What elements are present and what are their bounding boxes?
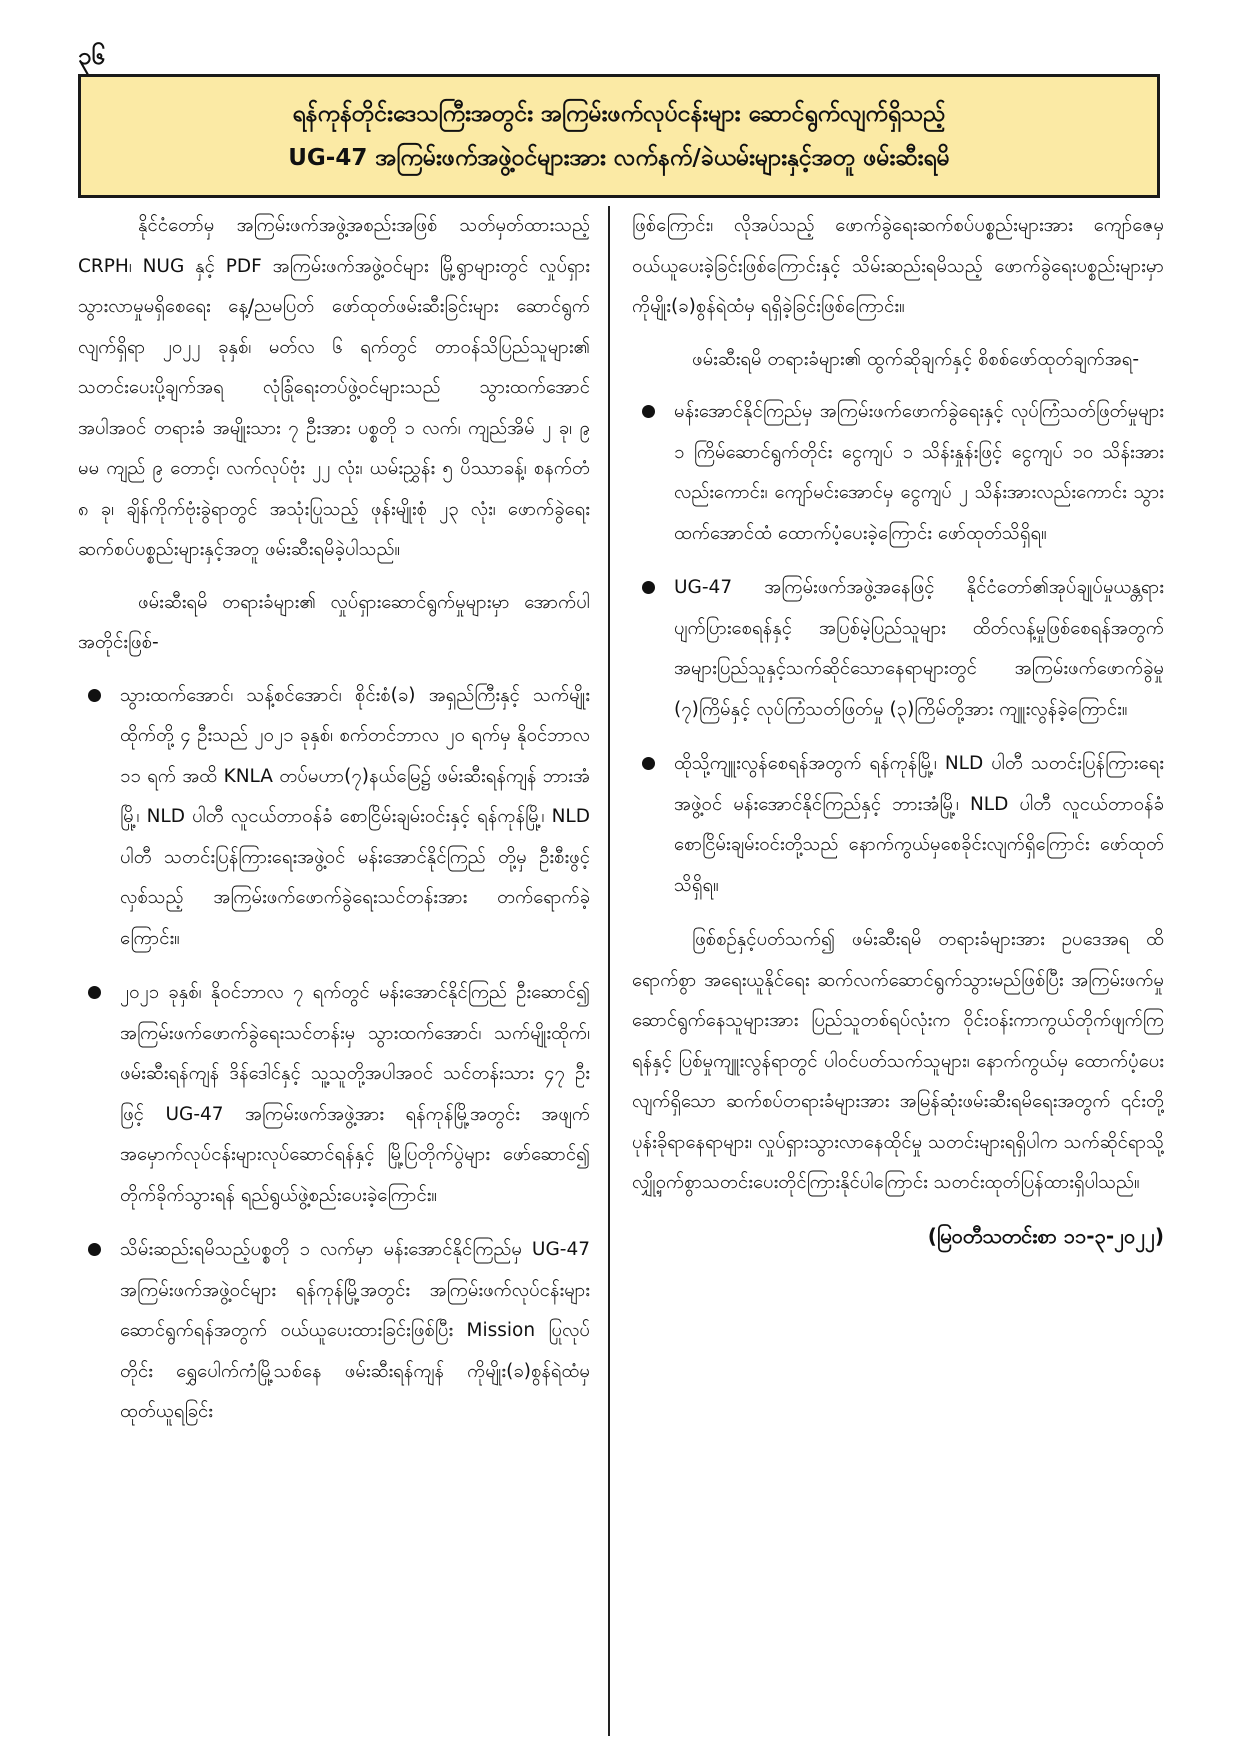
list-item-text: သွားထက်အောင်၊ သန့်စင်အောင်၊ စိုင်းစံ(ခ) အရှည်ကြီးနှင့် သက်မျိုးထိုက်တို့ ၄ ဦးသည် ၂၀၂၁ ခုနှစ်၊ စက်တင်ဘာလ ၂၀ ရက်မှ နိုဝင်ဘာလ ၁၁ ရက် အထိ KNLA တပ်မဟာ(၇)နယ်မြေ၌ ဖမ်းဆီးရန်ကျန် ဘားအံမြို့၊ NLD ပါတီ လူငယ်တာဝန်ခံ စောငြိမ်းချမ်းဝင်းနှင့် ရန်ကုန်မြို့၊ NLD ပါတီ သတင်းပြန်ကြားရေးအဖွဲ့ဝင် မန်းအောင်နိုင်ကြည် တို့မှ ဦးစီးဖွင့်လှစ်သည့် အကြမ်းဖက်ဖောက်ခွဲရေးသင်တန်းအား တက်ရောက်ခဲ့ကြောင်း။ <box>120 684 590 949</box>
list-item <box>632 744 1164 906</box>
list-item-text: ၂၀၂၁ ခုနှစ်၊ နိုဝင်ဘာလ ၇ ရက်တွင် မန်းအောင်နိုင်ကြည် ဦးဆောင်၍ အကြမ်းဖက်ဖောက်ခွဲရေးသင်တန်းမှ သွားထက်အောင်၊ သက်မျိုးထိုက်၊ ဖမ်းဆီးရန်ကျန် ဒိန်ဒေါင်နှင့် သူ့သူတို့အပါအဝင် သင်တန်းသား ၄၇ ဦးဖြင့် UG-47 အကြမ်းဖက်အဖွဲ့အား ရန်ကုန်မြို့အတွင်း အဖျက်အမှောက်လုပ်ငန်းများလုပ်ဆောင်ရန်နှင့် မြို့ပြတိုက်ပွဲများ ဖော်ဆောင်၍ တိုက်ခိုက်သွားရန် ရည်ရွယ်ဖွဲ့စည်းပေးခဲ့ကြောင်း။ <box>120 982 590 1206</box>
page-number: ၃၆ <box>78 42 105 70</box>
list-item <box>78 973 590 1216</box>
left-column <box>78 206 610 1736</box>
bullet-icon <box>642 757 655 770</box>
headline-box <box>78 74 1160 198</box>
findings-list <box>632 392 1164 906</box>
list-item-text: ထိုသို့ကျူးလွန်စေရန်အတွက် ရန်ကုန်မြို့၊ NLD ပါတီ သတင်းပြန်ကြားရေးအဖွဲ့ဝင် မန်းအောင်နိုင်ကြည်နှင့် ဘားအံမြို့၊ NLD ပါတီ လူငယ်တာဝန်ခံ စောငြိမ်းချမ်းဝင်းတို့သည် နောက်ကွယ်မှစေခိုင်းလျက်ရှိကြောင်း ဖော်ထုတ်သိရှိရ။ <box>674 753 1164 896</box>
list-item-text: သိမ်းဆည်းရမိသည့်ပစ္စတို ၁ လက်မှာ မန်းအောင်နိုင်ကြည်မှ UG-47 အကြမ်းဖက်အဖွဲ့ဝင်များ ရန်ကုန်မြို့အတွင်း အကြမ်းဖက်လုပ်ငန်းများဆောင်ရွက်ရန်အတွက် ဝယ်ယူပေးထားခြင်းဖြစ်ပြီး Mission ပြုလုပ်တိုင်း ရွှေပေါက်ကံမြို့သစ်နေ ဖမ်းဆီးရန်ကျန် ကိုမျိုး(ခ)စွန်ရဲထံမှ ထုတ်ယူရခြင်း <box>120 1239 590 1422</box>
list-item <box>78 676 590 960</box>
intro-paragraph: နိုင်ငံတော်မှ အကြမ်းဖက်အဖွဲ့အစည်းအဖြစ် သတ်မှတ်ထားသည့် CRPH၊ NUG နှင့် PDF အကြမ်းဖက်အဖွဲ့ဝင်များ မြို့ရွာများတွင် လှုပ်ရှားသွားလာမှုမရှိစေရေး နေ့/ညမပြတ် ဖော်ထုတ်ဖမ်းဆီးခြင်းများ ဆောင်ရွက်လျက်ရှိရာ ၂၀၂၂ ခုနှစ်၊ မတ်လ ၆ ရက်တွင် တာဝန်သိပြည်သူများ၏ သတင်းပေးပို့ချက်အရ လုံခြုံရေးတပ်ဖွဲ့ဝင်များသည် သွားထက်အောင်အပါအဝင် တရားခံ အမျိုးသား ၇ ဦးအား ပစ္စတို ၁ လက်၊ ကျည်အိမ် ၂ ခု၊ ၉ မမ ကျည် ၉ တောင့်၊ လက်လုပ်ဗုံး ၂၂ လုံး၊ ယမ်းညွှန်း ၅ ပိဿာခန့်၊ စနက်တံ ၈ ခု၊ ချိန်ကိုက်ဗုံးခွဲရာတွင် အသုံးပြုသည့် ဖုန်းမျိုးစုံ ၂၃ လုံး၊ ဖောက်ခွဲရေးဆက်စပ်ပစ္စည်းများနှင့်အတူ ဖမ်းဆီးရမိခဲ့ပါသည်။ <box>78 215 590 560</box>
bullet-icon <box>88 1243 101 1256</box>
activities-list <box>78 676 590 1433</box>
bullet-icon <box>88 689 101 702</box>
headline-line-1: ရန်ကုန်တိုင်းဒေသကြီးအတွင်း အကြမ်းဖက်လုပ်ငန်းများ ဆောင်ရွက်လျက်ရှိသည့် <box>292 101 946 127</box>
closing-paragraph: ဖြစ်စဉ်နှင့်ပတ်သက်၍ ဖမ်းဆီးရမိ တရားခံများအား ဥပဒေအရ ထိရောက်စွာ အရေးယူနိုင်ရေး ဆက်လက်ဆောင်ရွက်သွားမည်ဖြစ်ပြီး အကြမ်းဖက်မှုဆောင်ရွက်နေသူများအား ပြည်သူတစ်ရပ်လုံးက ဝိုင်းဝန်းကာကွယ်တိုက်ဖျက်ကြရန်နှင့် ပြစ်မှုကျူးလွန်ရာတွင် ပါဝင်ပတ်သက်သူများ၊ နောက်ကွယ်မှ ထောက်ပံ့ပေးလျက်ရှိသော ဆက်စပ်တရားခံများအား အမြန်ဆုံးဖမ်းဆီးရမိရေးအတွက် ၎င်းတို့ပုန်းခိုရာနေရာများ၊ လှုပ်ရှားသွားလာနေထိုင်မှု သတင်းများရရှိပါက သက်ဆိုင်ရာသို့ လျှို့ဝှက်စွာသတင်းပေးတိုင်ကြားနိုင်ပါကြောင်း သတင်းထုတ်ပြန်ထားရှိပါသည်။ <box>632 929 1164 1193</box>
list-item-text: မန်းအောင်နိုင်ကြည်မှ အကြမ်းဖက်ဖောက်ခွဲရေးနှင့် လုပ်ကြံသတ်ဖြတ်မှုများ ၁ ကြိမ်ဆောင်ရွက်တိုင်း ငွေကျပ် ၁ သိန်းနှုန်းဖြင့် ငွေကျပ် ၁၀ သိန်းအားလည်းကောင်း၊ ကျော်မင်းအောင်မှ ငွေကျပ် ၂ သိန်းအားလည်းကောင်း သွားထက်အောင်ထံ ထောက်ပံ့ပေးခဲ့ကြောင်း ဖော်ထုတ်သိရှိရ။ <box>674 401 1164 544</box>
headline-line-2: UG-47 အကြမ်းဖက်အဖွဲ့ဝင်များအား လက်နက်/ခဲယမ်းများနှင့်အတူ ဖမ်းဆီးရမိ <box>288 145 950 171</box>
source-credit: (မြဝတီသတင်းစာ ၁၁-၃-၂၀၂၂) <box>927 1223 1164 1248</box>
bullet-icon <box>642 405 655 418</box>
continuation-paragraph: ဖြစ်ကြောင်း၊ လိုအပ်သည့် ဖောက်ခွဲရေးဆက်စပ်ပစ္စည်းများအား ကျော်ဇေမှ ဝယ်ယူပေးခဲ့ခြင်းဖြစ်ကြောင်းနှင့် သိမ်းဆည်းရမိသည့် ဖောက်ခွဲရေးပစ္စည်းများမှာ ကိုမျိုး(ခ)စွန်ရဲထံမှ ရရှိခဲ့ခြင်းဖြစ်ကြောင်း။ <box>632 215 1164 317</box>
list-item <box>632 568 1164 730</box>
list-item <box>632 392 1164 554</box>
bullet-icon <box>642 581 655 594</box>
statement-intro-paragraph: ဖမ်းဆီးရမိ တရားခံများ၏ ထွက်ဆိုချက်နှင့် စိစစ်ဖော်ထုတ်ချက်အရ- <box>692 348 1140 370</box>
bullet-icon <box>88 986 101 999</box>
list-item <box>78 1230 590 1433</box>
activities-intro-paragraph: ဖမ်းဆီးရမိ တရားခံများ၏ လှုပ်ရှားဆောင်ရွက်မှုများမှာ အောက်ပါအတိုင်းဖြစ်- <box>78 591 590 653</box>
right-column <box>632 206 1164 1256</box>
list-item-text: UG-47 အကြမ်းဖက်အဖွဲ့အနေဖြင့် နိုင်ငံတော်၏အုပ်ချုပ်မှုယန္တရားပျက်ပြားစေရန်နှင့် အပြစ်မဲ့ပြည်သူများ ထိတ်လန့်မှုဖြစ်စေရန်အတွက် အများပြည်သူနှင့်သက်ဆိုင်သောနေရာများတွင် အကြမ်းဖက်ဖောက်ခွဲမှု (၇)ကြိမ်နှင့် လုပ်ကြံသတ်ဖြတ်မှု (၃)ကြိမ်တို့အား ကျူးလွန်ခဲ့ကြောင်း။ <box>674 577 1164 720</box>
